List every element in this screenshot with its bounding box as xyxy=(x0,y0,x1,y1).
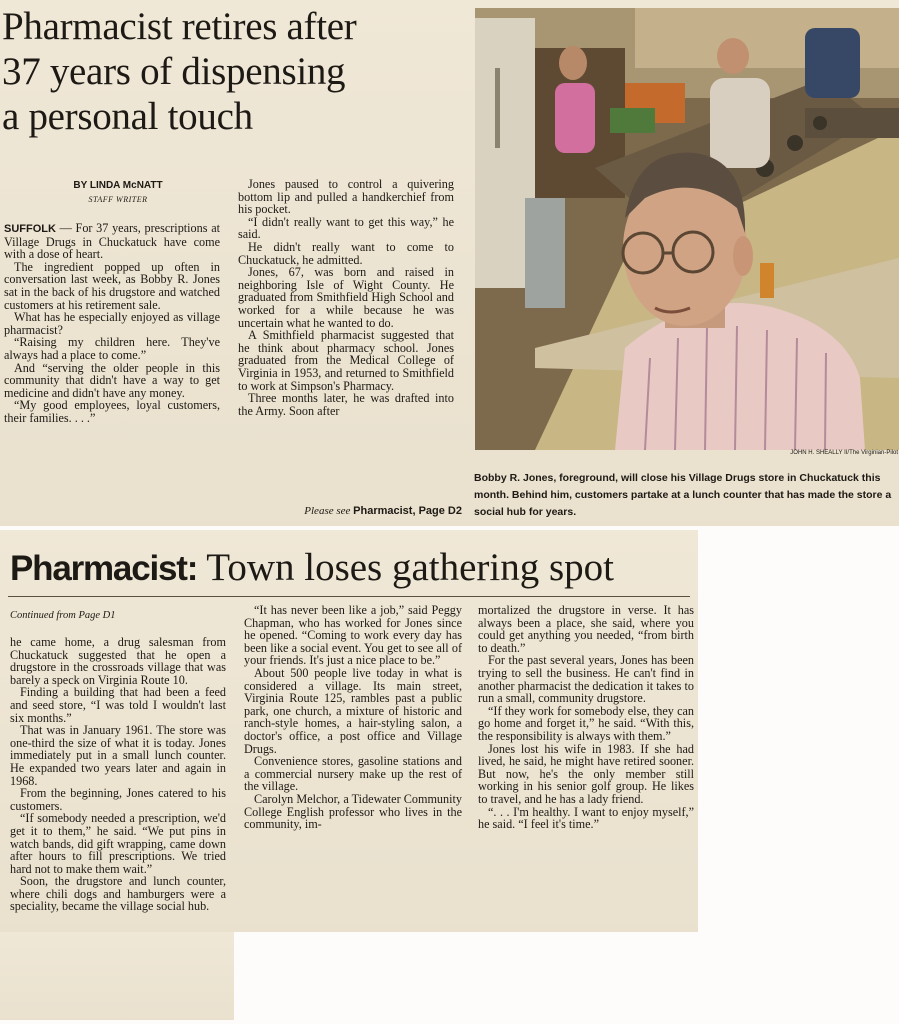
jump-column-3 xyxy=(478,604,694,831)
article-paragraph: That was in January 1961. The store was one-third the size of what it is today. Jones immediately put in a small lunch counter. He expanded two years later and again in 1968. xyxy=(10,723,226,788)
byline: BY LINDA McNATT xyxy=(73,180,163,191)
article-paragraph: He didn't really want to come to Chuckatuck, he admitted. xyxy=(238,239,454,267)
article-paragraph: About 500 people live today in what is considered a village. Its main street, Virginia Route 125, rambles past a public park, one church, a mixture of historic and ranch-style homes, a hair-styling salon, a doctor's office, a post office and Village Drugs. xyxy=(244,665,462,756)
photo-caption: Bobby R. Jones, foreground, will close his Village Drugs store in Chuckatuck this month. Behind him, customers partake at a lunch counter that has made the store a social hub for years. xyxy=(474,472,892,518)
jump-headline-text: Town loses gathering spot xyxy=(197,546,615,589)
article-column-2 xyxy=(238,178,454,417)
article-paragraph: Jones lost his wife in 1983. If she had lived, he said, he might have retired sooner. But now, he's the only member still working in his senior golf group. He likes to travel, and he has a lady friend. xyxy=(478,741,694,806)
lead-text: — For 37 years, prescriptions at Village Drugs in Chuckatuck have come with a dose of heart. xyxy=(4,221,220,262)
article-headline xyxy=(2,4,464,139)
jump-page-clipping-tail xyxy=(0,932,234,1020)
article-paragraph: “It has never been like a job,” said Peggy Chapman, who has worked for Jones since he opened. “Coming to work every day has been like a social event. You get to see all of your friends. It's just a nice place to be.” xyxy=(244,603,462,668)
dateline: SUFFOLK xyxy=(4,223,56,235)
jump-target: Pharmacist, xyxy=(353,505,419,517)
article-paragraph: “If somebody needed a prescription, we'd get it to them,” he said. “We put pins in watch bands, did gift wrapping, came down after hours to fill prescriptions. We tried hard not to make them wait.” xyxy=(10,811,226,876)
jump-prefix: Please see xyxy=(304,505,354,517)
article-paragraph: And “serving the older people in this community that didn't have a way to get medicine and didn't have any money. xyxy=(4,360,220,400)
article-paragraph: What has he especially enjoyed as village pharmacist? xyxy=(4,310,220,337)
article-paragraph: Convenience stores, gasoline stations and a commercial nursery make up the rest of the village. xyxy=(244,754,462,794)
jump-page: Page D2 xyxy=(418,505,462,517)
article-paragraph: he came home, a drug salesman from Chuckatuck suggested that he open a drugstore in the crossroads village that was barely a speck on Virginia Route 10. xyxy=(10,635,226,687)
article-paragraph: The ingredient popped up often in conversation last week, as Bobby R. Jones sat in the back of his drugstore and watched customers at his retirement sale. xyxy=(4,259,220,312)
article-paragraph: “Raising my children here. They've always had a place to come.” xyxy=(4,335,220,362)
headline-rule xyxy=(8,596,690,597)
article-paragraph: From the beginning, Jones catered to his customers. xyxy=(10,786,226,813)
article-paragraph: “I didn't really want to get this way,” he said. xyxy=(238,214,454,242)
article-paragraph: A Smithfield pharmacist suggested that he think about pharmacy school. Jones graduated from the Medical College of Virginia in 1953, and returned to Smithfield to work at Simpson's Pharmacy. xyxy=(238,328,454,393)
jump-column-2 xyxy=(244,604,462,831)
byline-title: STAFF WRITER xyxy=(88,195,148,204)
article-paragraph: For the past several years, Jones has been trying to sell the business. He can't find in another pharmacist the dedication it takes to run a small, community drugstore. xyxy=(478,653,694,706)
continued-on-reference xyxy=(262,505,462,517)
lunch-counter-scene xyxy=(475,8,899,450)
pharmacist-photo xyxy=(475,8,899,450)
article-paragraph: “My good employees, loyal customers, their families. . . .” xyxy=(4,398,220,425)
article-paragraph: Jones, 67, was born and raised in neighboring Isle of Wight County. He graduated from Smithfield High School and worked for a while because he was uncertain what he wanted to do. xyxy=(238,265,454,330)
jump-headline-kicker: Pharmacist: xyxy=(10,549,198,588)
continued-from-reference: Continued from Page D1 xyxy=(10,610,116,621)
jump-column-1 xyxy=(10,636,226,913)
article-column-1 xyxy=(4,222,220,425)
headline-line: a personal touch xyxy=(2,95,253,138)
article-paragraph: mortalized the drugstore in verse. It has always been a place, she said, where you could get anything you needed, “from birth to death.” xyxy=(478,603,694,655)
headline-line: 37 years of dispensing xyxy=(2,50,346,93)
article-paragraph: “. . . I'm healthy. I want to enjoy myself,” he said. “I feel it's time.” xyxy=(478,804,694,832)
article-paragraph: Finding a building that had been a feed and seed store, “I was told I wouldn't last six months.” xyxy=(10,685,226,725)
article-paragraph: Soon, the drugstore and lunch counter, where chili dogs and hamburgers were a speciality, became the village social hub. xyxy=(10,874,226,914)
lead-paragraph xyxy=(4,222,220,261)
headline-line: Pharmacist retires after xyxy=(2,5,357,48)
photo-credit: JOHN H. SHEALLY II/The Virginian-Pilot xyxy=(790,450,898,456)
article-paragraph: Carolyn Melchor, a Tidewater Community College English professor who lives in the community, im- xyxy=(244,791,462,832)
article-paragraph: Jones paused to control a quivering bottom lip and pulled a handkerchief from his pocket. xyxy=(238,177,454,217)
article-paragraph: Three months later, he was drafted into the Army. Soon after xyxy=(238,391,454,418)
jump-headline xyxy=(10,544,690,593)
article-paragraph: “If they work for somebody else, they can go home and forget it,” he said. “With this, the responsibility is always with them.” xyxy=(478,703,694,743)
